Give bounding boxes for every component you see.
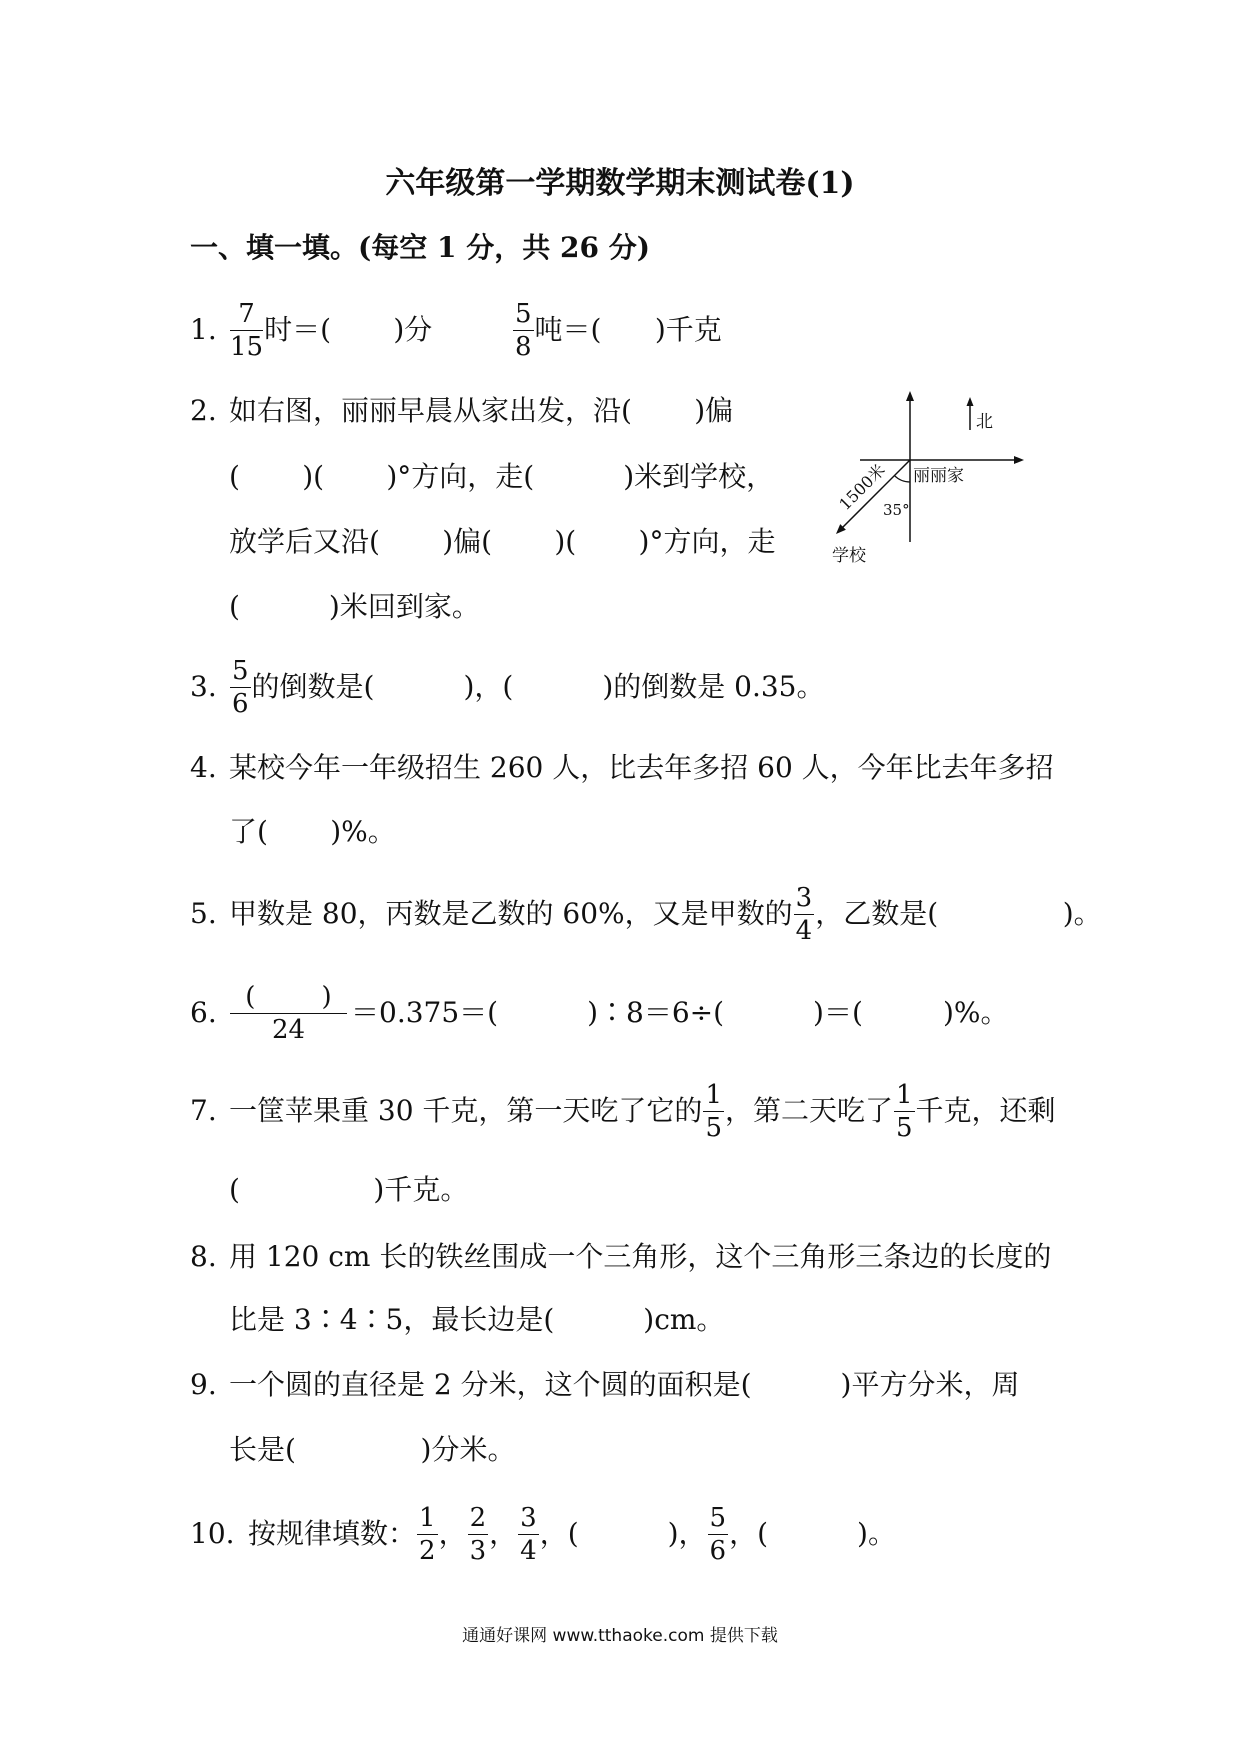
question-10 bbox=[190, 1504, 896, 1564]
home-label: 丽丽家 bbox=[913, 466, 964, 486]
fraction-denominator: 4 bbox=[520, 1535, 537, 1566]
question-text: 用 120 cm 长的铁丝围成一个三角形，这个三角形三条边的长度的 bbox=[229, 1240, 1052, 1273]
question-8-line-2: 比是 3∶4∶5，最长边是( )cm。 bbox=[229, 1303, 725, 1336]
question-number: 9. bbox=[190, 1368, 217, 1401]
fraction-numerator: 1 bbox=[419, 1502, 436, 1533]
angle-arc bbox=[894, 476, 910, 482]
question-2 bbox=[190, 381, 733, 441]
fraction-numerator: 5 bbox=[709, 1502, 727, 1533]
fraction-numerator: 7 bbox=[230, 301, 263, 331]
fraction-numerator: 1 bbox=[705, 1079, 722, 1110]
question-9 bbox=[190, 1355, 1019, 1415]
question-2-line-4: ( )米回到家。 bbox=[229, 590, 480, 623]
fraction bbox=[230, 655, 251, 719]
question-text: 时＝( )分 bbox=[264, 313, 433, 346]
question-text: ，第二天吃了 bbox=[724, 1094, 893, 1127]
question-4-line-2: 了( )%。 bbox=[229, 815, 396, 848]
page-title: 六年级第一学期数学期末测试卷(1) bbox=[385, 166, 855, 201]
direction-diagram bbox=[820, 385, 1050, 575]
vertical-axis-arrow-icon bbox=[906, 391, 914, 401]
question-number: 3. bbox=[190, 670, 217, 703]
question-text: 某校今年一年级招生 260 人，比去年多招 60 人，今年比去年多招 bbox=[229, 751, 1054, 784]
distance-label: 1500米 bbox=[835, 460, 889, 514]
fraction-denominator: 15 bbox=[230, 331, 264, 362]
answer-blank: ，( )， bbox=[539, 1517, 707, 1550]
fraction bbox=[708, 1502, 729, 1566]
question-number: 2. bbox=[190, 394, 217, 427]
question-text: 一筐苹果重 30 千克，第一天吃了它的 bbox=[229, 1094, 703, 1127]
fraction bbox=[230, 298, 264, 362]
fraction bbox=[513, 298, 534, 362]
question-1 bbox=[190, 300, 432, 360]
fraction bbox=[894, 1079, 915, 1143]
horizontal-axis-arrow-icon bbox=[1014, 456, 1024, 464]
fraction bbox=[703, 1079, 724, 1143]
question-text: ＝0.375＝( )∶8＝6÷( )＝( )%。 bbox=[351, 996, 1009, 1029]
school-label: 学校 bbox=[832, 546, 866, 566]
fraction bbox=[230, 981, 347, 1045]
answer-blank: ，( )。 bbox=[729, 1517, 896, 1550]
page-footer: 通通好课网 www.tthaoke.com 提供下载 bbox=[462, 1625, 778, 1646]
north-arrow-icon bbox=[967, 397, 974, 406]
question-8 bbox=[190, 1227, 1051, 1287]
fraction-denominator: 2 bbox=[419, 1535, 436, 1566]
question-6 bbox=[190, 983, 1009, 1043]
question-number: 4. bbox=[190, 751, 217, 784]
question-number: 8. bbox=[190, 1240, 217, 1273]
fraction-denominator: 5 bbox=[705, 1112, 722, 1143]
question-1-part-2 bbox=[512, 300, 722, 360]
question-number: 1. bbox=[190, 313, 217, 346]
angle-label: 35° bbox=[883, 501, 910, 519]
section-heading: 一、填一填。(每空 1 分，共 26 分) bbox=[190, 231, 650, 264]
question-3 bbox=[190, 657, 825, 717]
fraction bbox=[468, 1502, 489, 1566]
fraction bbox=[794, 882, 815, 946]
separator: ， bbox=[489, 1517, 518, 1550]
fraction-numerator: ( ) bbox=[230, 984, 347, 1014]
question-2-line-3: 放学后又沿( )偏( )( )°方向，走 bbox=[229, 525, 776, 558]
fraction bbox=[417, 1502, 438, 1566]
fraction-denominator: 6 bbox=[232, 688, 249, 719]
question-5 bbox=[190, 884, 1102, 944]
fraction-denominator: 4 bbox=[795, 915, 813, 946]
fraction-denominator: 8 bbox=[515, 331, 532, 362]
question-number: 10. bbox=[190, 1517, 235, 1550]
question-7 bbox=[190, 1081, 1056, 1141]
fraction-numerator: 5 bbox=[515, 298, 532, 329]
question-number: 5. bbox=[190, 897, 217, 930]
fraction-numerator: 1 bbox=[896, 1079, 913, 1110]
fraction-denominator: 24 bbox=[271, 1014, 306, 1045]
question-text: 千克，还剩 bbox=[915, 1094, 1056, 1127]
question-text: ，乙数是( )。 bbox=[815, 897, 1102, 930]
question-text: 的倒数是( )，( )的倒数是 0.35。 bbox=[251, 670, 825, 703]
fraction-numerator: 3 bbox=[520, 1502, 537, 1533]
fraction-numerator: 3 bbox=[795, 882, 813, 913]
question-4 bbox=[190, 738, 1054, 798]
fraction-denominator: 3 bbox=[469, 1535, 487, 1566]
fraction bbox=[518, 1502, 539, 1566]
separator: ， bbox=[438, 1517, 467, 1550]
fraction-numerator: 5 bbox=[232, 655, 249, 686]
question-text: 按规律填数： bbox=[248, 1517, 417, 1550]
question-text: 甲数是 80，丙数是乙数的 60%，又是甲数的 bbox=[229, 897, 793, 930]
question-text: 一个圆的直径是 2 分米，这个圆的面积是( )平方分米，周 bbox=[229, 1368, 1020, 1401]
question-number: 6. bbox=[190, 996, 217, 1029]
fraction-numerator: 2 bbox=[469, 1502, 487, 1533]
fraction-denominator: 5 bbox=[896, 1112, 913, 1143]
question-text: 吨＝( )千克 bbox=[534, 313, 722, 346]
question-7-line-2: ( )千克。 bbox=[229, 1173, 469, 1206]
question-text: 如右图，丽丽早晨从家出发，沿( )偏 bbox=[229, 394, 734, 427]
fraction-denominator: 6 bbox=[709, 1535, 727, 1566]
question-2-line-2: ( )( )°方向，走( )米到学校， bbox=[229, 460, 775, 493]
question-9-line-2: 长是( )分米。 bbox=[229, 1433, 516, 1466]
question-number: 7. bbox=[190, 1094, 217, 1127]
north-label: 北 bbox=[976, 412, 993, 432]
